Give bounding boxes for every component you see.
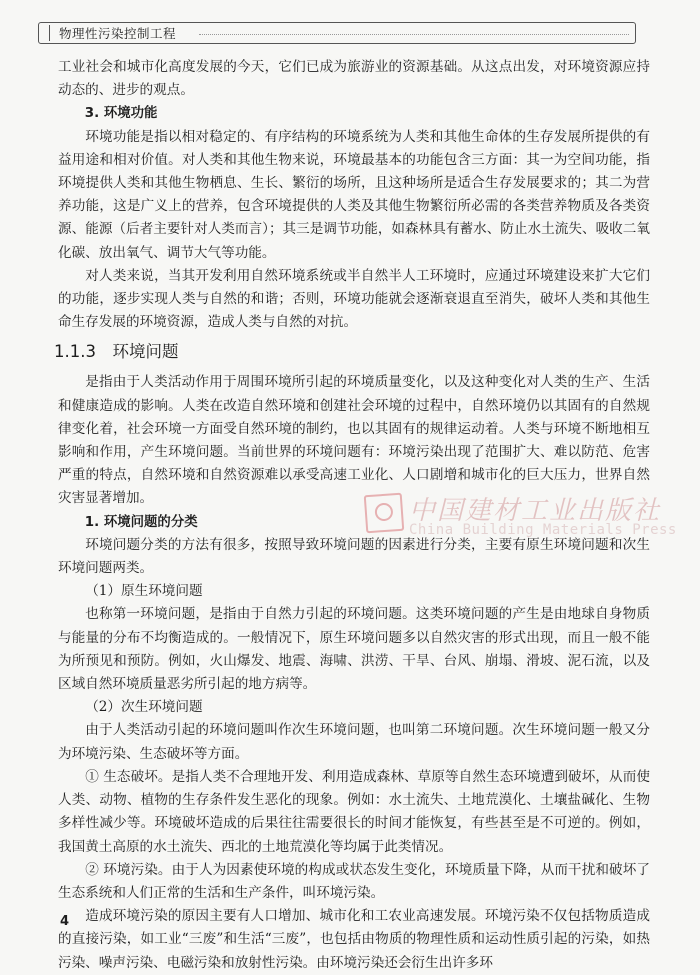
paragraph: ① 生态破坏。是指人类不合理地开发、利用造成森林、草原等自然生态环境遭到破坏，从而使人类、动物、植物的生存条件发生恶化的现象。例如：水土流失、土地荒漠化、土壤盐碱化、生物多样性减少等。环境破坏造成的后果往往需要很长的时间才能恢复，有些甚至是不可逆的。例如，我国黄土高原的水土流失、西北的土地荒漠化等均属于此类情况。 [58,768,650,855]
item-heading-secondary: （2）次生环境问题 [85,699,203,716]
header-dotted-rule [199,34,629,35]
subsection-heading-environment-function: 3. 环境功能 [84,106,158,122]
subsection-heading-classification: 1. 环境问题的分类 [84,514,198,530]
paragraph: ② 环境污染。由于人为因素使环境的构成或状态发生变化，环境质量下降，从而干扰和破坏了生态系统和人们正常的生活和生产条件，叫环境污染。 [58,861,650,901]
page-number: 4 [60,914,70,929]
paragraph: 环境功能是指以相对稳定的、有序结构的环境系统为人类和其他生命体的生存发展所提供的有益用途和相对价值。对人类和其他生物来说，环境最基本的功能包含三方面：其一为空间功能，指环境提供人类和其他生物栖息、生长、繁衍的场所，且这种场所是适合生存发展要求的；其二为营养功能，这是广义上的营养，包含环境提供的人类及其他生物繁衍所必需的各类营养物质及各类资源、能源（后者主要针对人类而言）；其三是调节功能，如森林具有蓄水、防止水土流失、吸收二氧化碳、放出氧气、调节大气等功能。 [58,128,650,261]
paragraph: 由于人类活动引起的环境问题叫作次生环境问题，也叫第二环境问题。次生环境问题一般又分为环境污染、生态破坏等方面。 [58,722,650,762]
paragraph: 环境问题分类的方法有很多，按照导致环境问题的因素进行分类，主要有原生环境问题和次生环境问题两类。 [58,536,650,577]
watermark-en-text: China Building Materials Press [409,522,677,538]
paragraph: 对人类来说，当其开发利用自然环境系统或半自然半人工环境时，应通过环境建设来扩大它们的功能，逐步实现人类与自然的和谐；否则，环境功能就会逐渐衰退直至消失，破坏人类和其他生命生存发展的环境资源，造成人类与自然的对抗。 [58,267,650,331]
header-rule-mark [49,25,50,41]
section-heading-environment-problems: 1.1.3 环境问题 [54,342,179,362]
paragraph: 是指由于人类活动作用于周围环境所引起的环境质量变化，以及这种变化对人类的生产、生活和健康造成的影响。人类在改造自然环境和创建社会环境的过程中，自然环境仍以其固有的自然规律变化着，社会环境一方面受自然环境的制约，也以其固有的规律运动着。人类与环境不断地相互影响和作用，产生环境问题。当前世界的环境问题有：环境污染出现了范围扩大、难以防范、危害严重的特点，自然环境和自然资源难以承受高速工业化、人口剧增和城市化的巨大压力，世界自然灾害显著增加。 [58,374,650,507]
page-body [54,56,650,975]
paragraph: 也称第一环境问题，是指由于自然力引起的环境问题。这类环境问题的产生是由地球自身物质与能量的分布不均衡造成的。一般情况下，原生环境问题多以自然灾害的形式出现，而且一般不能为所预见和预防。例如，火山爆发、地震、海啸、洪涝、干旱、台风、崩塌、滑坡、泥石流，以及区域自然环境质量恶劣所引起的地方病等。 [58,606,650,693]
running-header [38,22,636,44]
paragraph: 工业社会和城市化高度发展的今天，它们已成为旅游业的资源基础。从这点出发，对环境资源应持动态的、进步的观点。 [58,59,650,99]
book-title: 物理性污染控制工程 [59,26,177,41]
paragraph: 造成环境污染的原因主要有人口增加、城市化和工农业高速发展。环境污染不仅包括物质造成的直接污染，如工业“三废”和生活“三废”，也包括由物质的物理性质和运动性质引起的污染，如热污染、噪声污染、电磁污染和放射性污染。由环境污染还会衍生出许多环 [58,908,650,971]
item-heading-primary: （1）原生环境问题 [85,583,203,600]
watermark-cn-text: 中国建材工业出版社 [409,496,662,526]
